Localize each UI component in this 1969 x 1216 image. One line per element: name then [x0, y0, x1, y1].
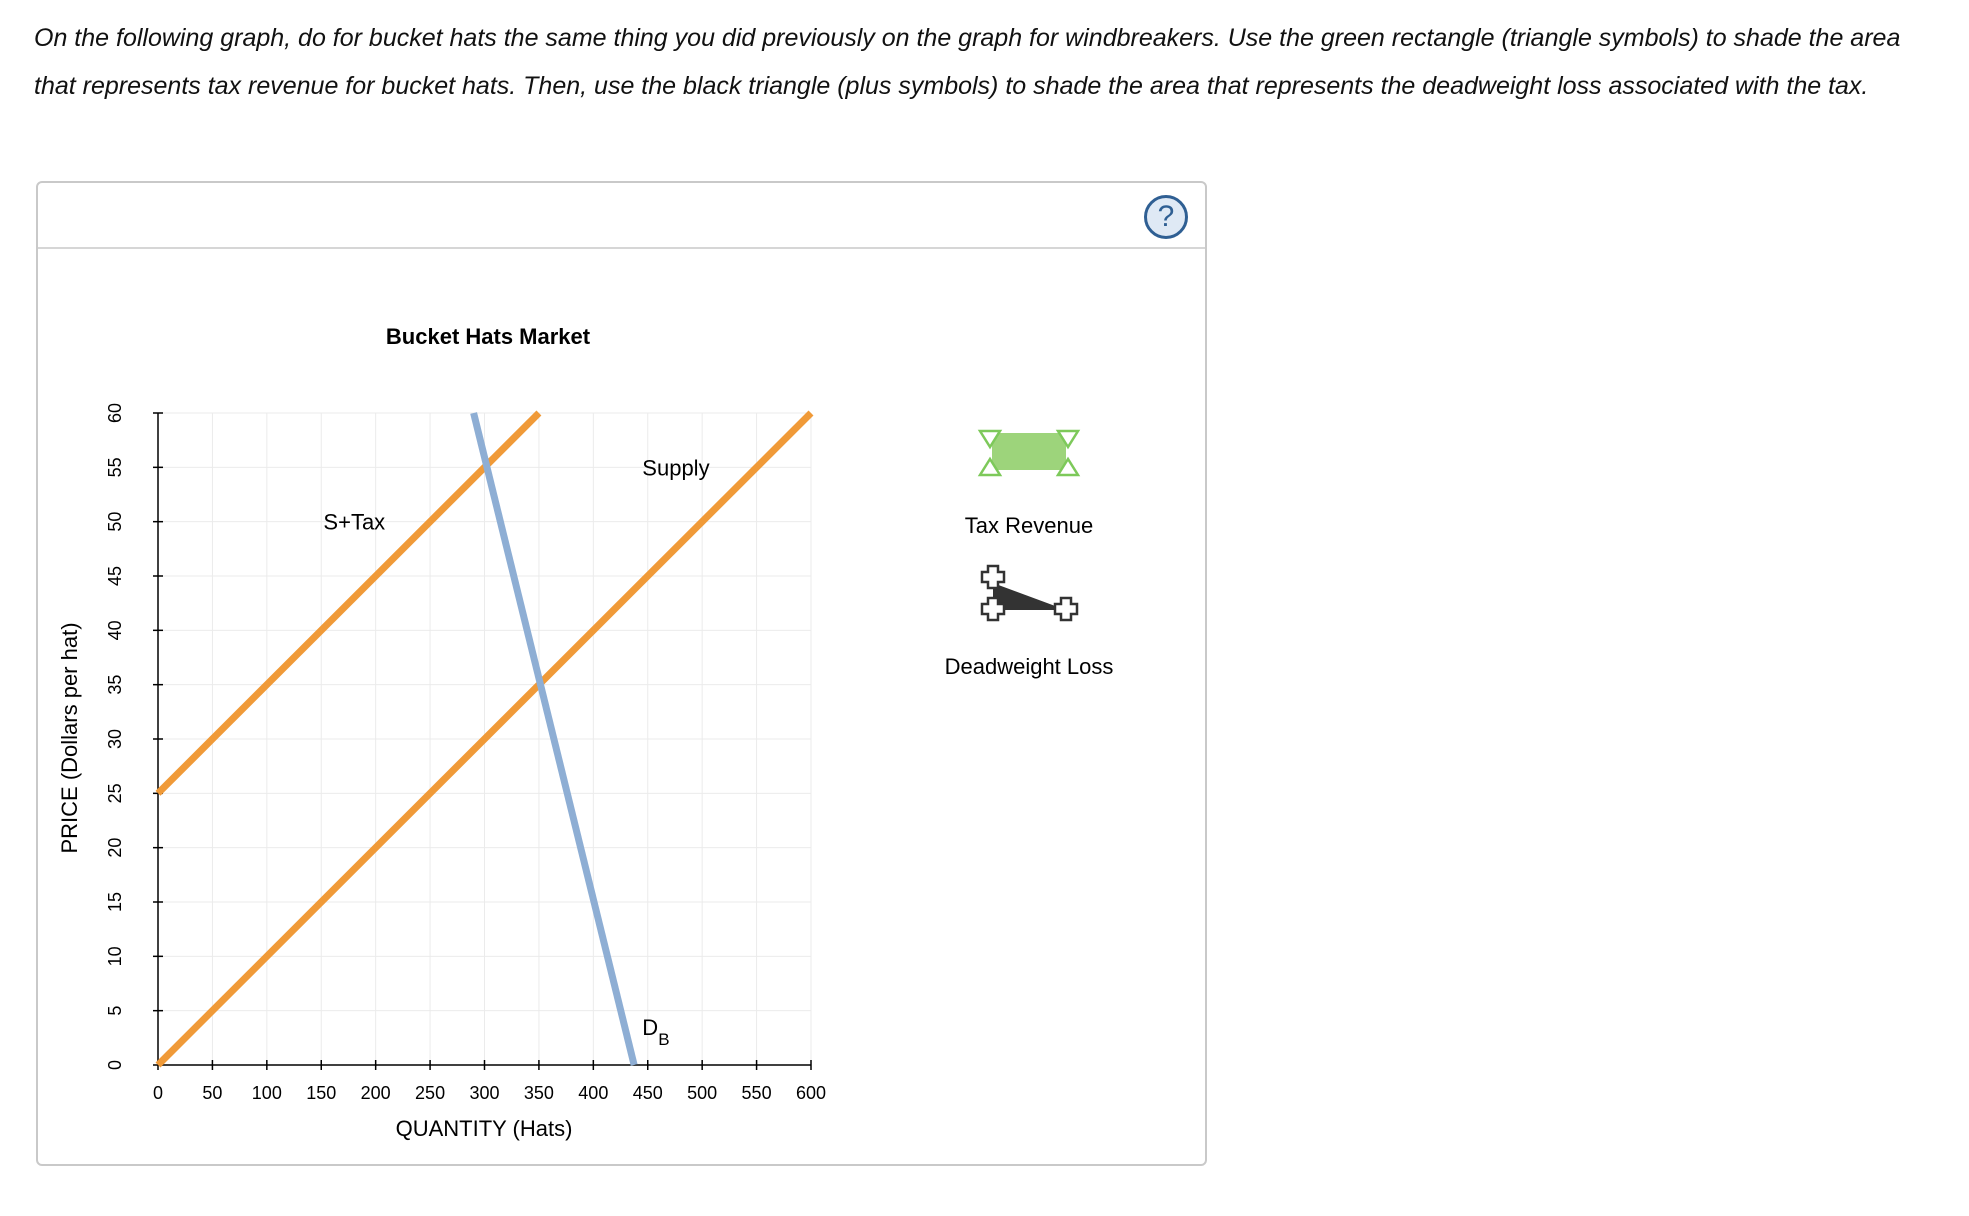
y-tick-label: 55: [105, 457, 125, 478]
series-labels: [323, 455, 709, 1049]
demand-label: $D_B$: [642, 1014, 670, 1049]
plus-handle[interactable]: [982, 566, 1004, 588]
x-tick-label: 100: [251, 1083, 282, 1103]
s-tax-curve: [158, 413, 539, 793]
x-tick-label: 400: [578, 1083, 609, 1103]
x-tick-label: 550: [741, 1083, 772, 1103]
x-axis-title: QUANTITY (Hats): [395, 1116, 573, 1141]
y-tick-label: 45: [105, 565, 125, 587]
x-tick-label: 350: [523, 1083, 554, 1103]
instructions-text: On the following graph, do for bucket hats the same thing you did previously on the graph for windbreakers. Use the green rectangle (triangle symbols) to shade the area that represents tax revenue for bucket hats. Then, use the black triangle (plus symbols) to shade the area that represents the deadweight loss associated with the tax.: [34, 24, 1901, 100]
x-tick-label: 150: [306, 1083, 337, 1103]
plus-handle[interactable]: [1055, 598, 1077, 620]
x-tick-label: 200: [360, 1083, 391, 1103]
x-tick-label: 0: [152, 1083, 164, 1103]
y-tick-label: 10: [105, 946, 125, 967]
y-tick-label: 50: [105, 511, 125, 532]
deadweight-loss-tool[interactable]: [982, 566, 1077, 620]
x-tick-label: 500: [687, 1083, 718, 1103]
tax-revenue-label: Tax Revenue: [964, 513, 1094, 538]
supply-label: Supply: [642, 455, 710, 481]
y-tick-label: 15: [105, 891, 125, 913]
tax-revenue-tool[interactable]: [980, 431, 1078, 475]
s-tax-label: S+Tax: [323, 509, 386, 535]
y-tick-label: 25: [105, 783, 125, 804]
x-tick-label: 50: [202, 1083, 223, 1103]
y-tick-label: 60: [105, 402, 125, 424]
y-ticks: [105, 403, 163, 1070]
x-tick-label: 250: [415, 1083, 446, 1103]
x-tick-label: 600: [795, 1083, 827, 1103]
chart-title: Bucket Hats Market: [385, 324, 591, 349]
x-tick-label: 450: [632, 1083, 663, 1103]
y-axis-title: PRICE (Dollars per hat): [57, 622, 82, 854]
x-tick-label: 300: [469, 1083, 500, 1103]
y-tick-label: 35: [105, 674, 125, 695]
deadweight-loss-label: Deadweight Loss: [944, 654, 1114, 679]
x-ticks: [153, 1060, 826, 1103]
y-tick-label: 40: [105, 620, 125, 641]
y-tick-label: 20: [105, 837, 125, 858]
y-tick-label: 0: [105, 1059, 125, 1071]
y-tick-label: 30: [105, 728, 125, 750]
tax-revenue-rectangle[interactable]: [992, 433, 1066, 470]
help-icon[interactable]: ?: [1144, 195, 1188, 239]
y-tick-label: 5: [105, 1005, 125, 1016]
